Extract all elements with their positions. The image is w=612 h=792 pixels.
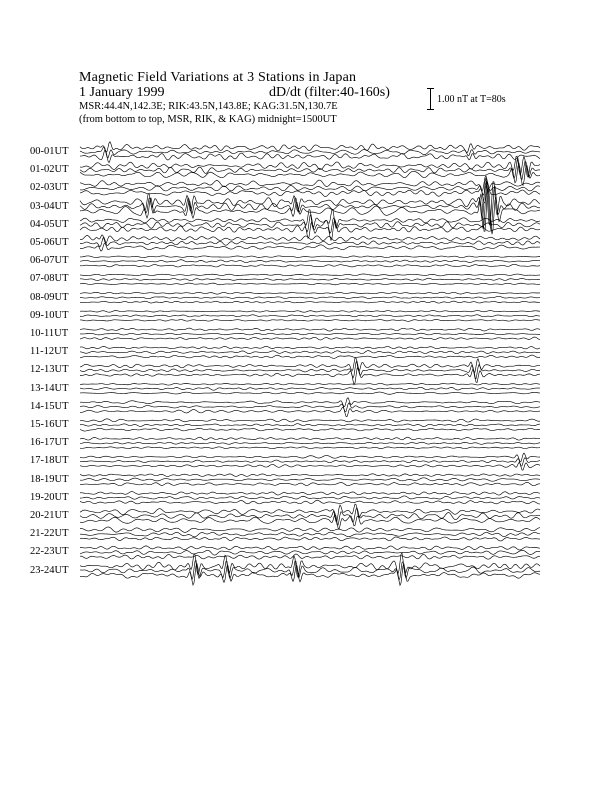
waveform-trace-rik xyxy=(80,260,540,263)
hour-label: 19-20UT xyxy=(30,491,69,503)
waveform-trace-kag xyxy=(80,383,540,385)
waveform-trace-kag xyxy=(80,474,540,477)
waveform-trace-rik xyxy=(80,442,540,444)
hour-label: 13-14UT xyxy=(30,382,69,394)
hour-label: 04-05UT xyxy=(30,218,69,230)
waveform-trace-rik xyxy=(80,550,540,555)
waveform-trace-rik xyxy=(80,532,540,537)
hour-label: 06-07UT xyxy=(30,255,69,267)
hour-label: 14-15UT xyxy=(30,400,69,412)
hour-label: 03-04UT xyxy=(30,200,69,212)
waveform-trace-kag xyxy=(80,437,540,440)
hour-label: 05-06UT xyxy=(30,237,69,248)
waveform-trace-rik xyxy=(80,361,540,379)
waveform-trace-kag xyxy=(80,504,540,521)
waveform-trace-kag xyxy=(80,328,540,331)
waveform-trace-rik xyxy=(80,496,540,499)
waveform-trace-msr xyxy=(80,283,540,285)
chart-title: Magnetic Field Variations at 3 Stations in Japan xyxy=(79,70,357,85)
waveform-trace-rik xyxy=(80,333,540,335)
hour-label: 01-02UT xyxy=(30,164,69,176)
hour-label: 00-01UT xyxy=(30,146,69,157)
chart-date: 1 January 1999 xyxy=(79,85,165,100)
waveform-trace-rik xyxy=(80,296,540,298)
waveform-trace-kag xyxy=(80,492,540,496)
waveform-trace-rik xyxy=(80,278,540,280)
hour-label: 15-16UT xyxy=(30,419,69,430)
waveform-trace-kag xyxy=(80,358,540,373)
station-order-note: (from bottom to top, MSR, RIK, & KAG) midnight=1500UT xyxy=(79,114,337,125)
waveform-trace-msr xyxy=(80,428,540,431)
hour-label: 22-23UT xyxy=(30,546,69,558)
hour-label: 07-08UT xyxy=(30,273,69,285)
waveform-trace-msr xyxy=(80,220,540,241)
waveform-trace-kag xyxy=(80,292,540,294)
chart-quantity: dD/dt (filter:40-160s) xyxy=(269,85,390,100)
waveform-trace-msr xyxy=(80,537,540,541)
hour-label: 10-11UT xyxy=(30,328,69,339)
waveform-trace-rik xyxy=(80,424,540,427)
waveform-trace-rik xyxy=(80,560,540,580)
hour-label: 20-21UT xyxy=(30,510,69,521)
waveform-trace-msr xyxy=(80,447,540,449)
station-coordinates: MSR:44.4N,142.3E; RIK:43.5N,143.8E; KAG:31.5N,130.7E xyxy=(79,101,338,112)
hour-label: 23-24UT xyxy=(30,564,69,576)
waveform-trace-msr xyxy=(80,407,540,416)
hour-label: 21-22UT xyxy=(30,528,69,540)
waveform-trace-msr xyxy=(80,514,540,529)
waveform-trace-msr xyxy=(80,243,540,251)
hour-label: 11-12UT xyxy=(30,346,69,358)
waveform-trace-kag xyxy=(80,176,540,191)
waveform-trace-msr xyxy=(80,554,540,559)
waveform-trace-kag xyxy=(80,419,540,422)
hour-label: 18-19UT xyxy=(30,473,69,485)
hour-label: 16-17UT xyxy=(30,437,69,449)
waveform-trace-msr xyxy=(80,150,540,163)
waveform-trace-kag xyxy=(80,310,540,312)
waveform-trace-msr xyxy=(80,463,540,471)
waveform-trace-msr xyxy=(80,337,540,340)
waveform-trace-kag xyxy=(80,453,540,462)
hour-label: 08-09UT xyxy=(30,291,69,303)
waveform-trace-kag xyxy=(80,256,540,258)
waveform-trace-kag xyxy=(80,156,540,177)
hour-label: 17-18UT xyxy=(30,455,69,467)
waveform-trace-rik xyxy=(80,458,540,466)
waveform-trace-rik xyxy=(80,387,540,390)
waveform-trace-msr xyxy=(80,392,540,394)
hour-label: 09-10UT xyxy=(30,309,69,321)
waveform-trace-msr xyxy=(80,301,540,303)
waveform-trace-msr xyxy=(80,264,540,267)
waveform-trace-msr xyxy=(80,500,540,504)
waveform-trace-rik xyxy=(80,351,540,354)
waveform-trace-kag xyxy=(80,235,540,243)
waveform-trace-kag xyxy=(80,527,540,532)
waveform-trace-msr xyxy=(80,355,540,358)
waveform-trace-kag xyxy=(80,546,540,550)
hour-label: 12-13UT xyxy=(30,364,69,376)
waveform-trace-kag xyxy=(80,274,540,276)
hour-label: 02-03UT xyxy=(30,182,69,194)
waveform-trace-msr xyxy=(80,482,540,485)
scale-bar-label: 1.00 nT at T=80s xyxy=(437,93,506,105)
waveform-trace-msr xyxy=(80,319,540,321)
waveform-trace-rik xyxy=(80,315,540,317)
waveform-trace-rik xyxy=(80,478,540,481)
waveform-trace-rik xyxy=(80,403,540,412)
waveform-trace-kag xyxy=(80,346,540,349)
